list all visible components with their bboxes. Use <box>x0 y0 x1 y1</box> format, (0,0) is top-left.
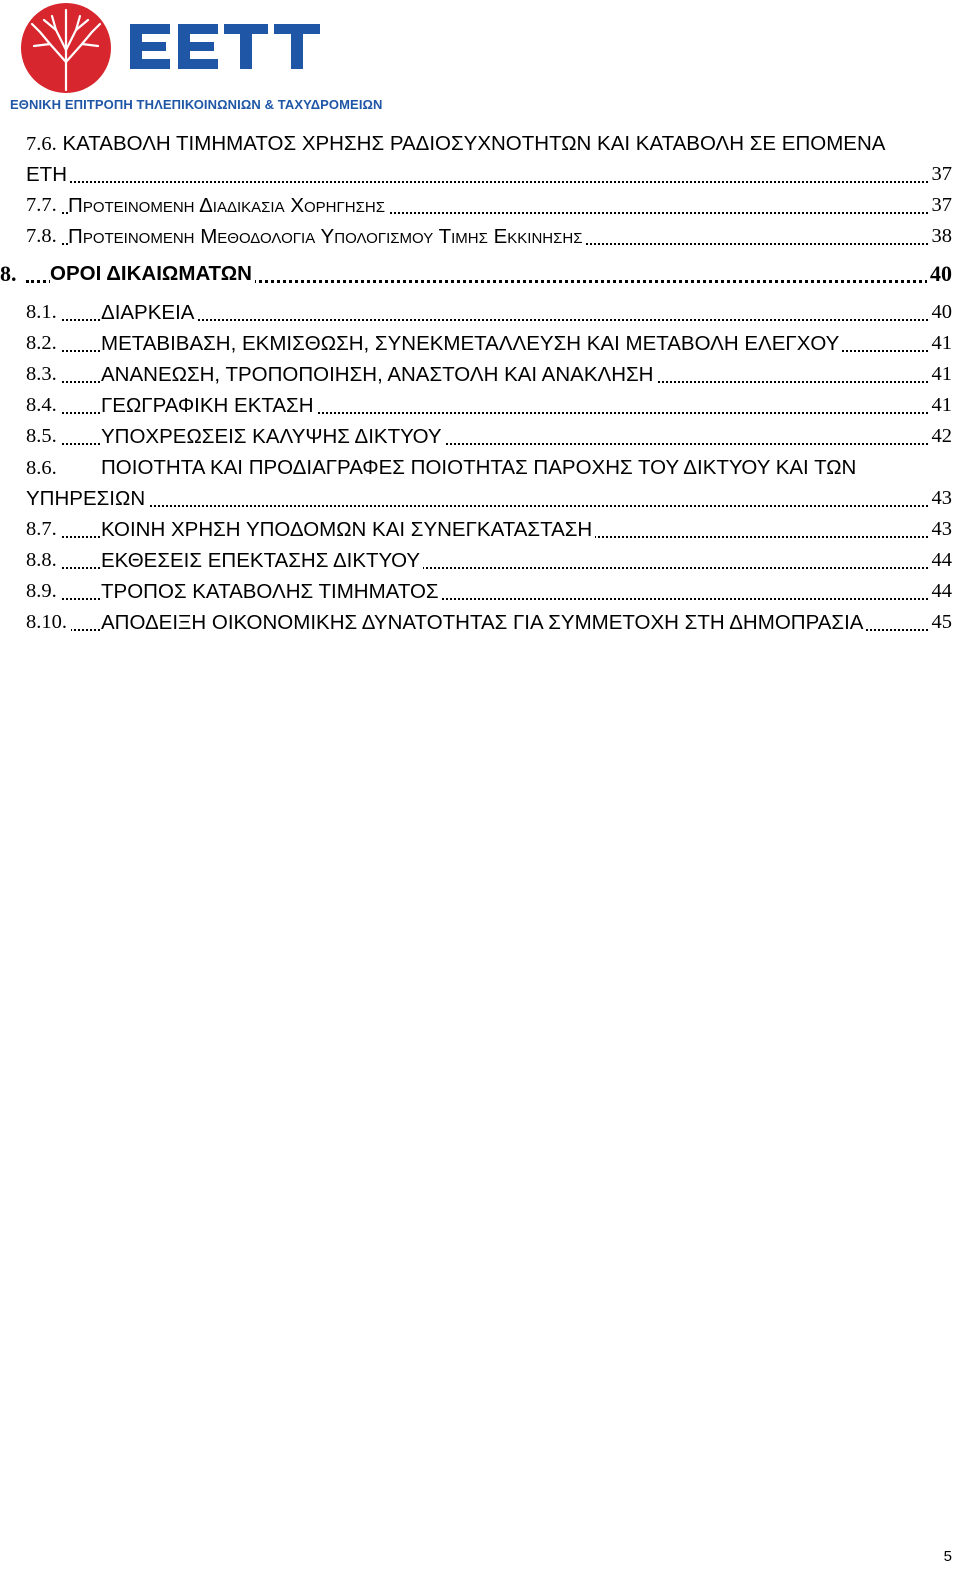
toc-entry-number: 7.8. <box>26 221 61 252</box>
toc-entry-title: ΚΟΙΝΗ ΧΡΗΣΗ ΥΠΟΔΟΜΩΝ ΚΑΙ ΣΥΝΕΓΚΑΤΑΣΤΑΣΗ <box>101 514 595 545</box>
toc-entry-7-6-line2[interactable] <box>26 159 952 190</box>
toc-entry-number: 8.8. <box>26 545 61 576</box>
toc-entry-title: ΚΑΤΑΒΟΛΗ ΤΙΜΗΜΑΤΟΣ ΧΡΗΣΗΣ ΡΑΔΙΟΣΥΧΝΟΤΗΤΩΝ ΚΑΙ ΚΑΤΑΒΟΛΗ ΣΕ ΕΠΟΜΕΝΑ <box>62 132 886 155</box>
toc-entry-number: 8.9. <box>26 576 61 607</box>
toc-entry-8-8[interactable] <box>26 545 952 576</box>
toc-entry-page: 45 <box>929 607 953 638</box>
toc-entry-page: 43 <box>929 483 953 514</box>
toc-entry-number: 8.7. <box>26 514 61 545</box>
dot-leader <box>26 505 952 507</box>
toc-entry-number: 8.3. <box>26 359 61 390</box>
toc-entry-number: 8.1. <box>26 297 61 328</box>
toc-entry-title: ΟΡΟΙ ΔΙΚΑΙΩΜΑΤΩΝ <box>50 255 255 293</box>
toc-entry-7-8[interactable] <box>26 221 952 252</box>
toc-entry-8-6-line2[interactable] <box>26 483 952 514</box>
toc-entry-number: 8.5. <box>26 421 61 452</box>
toc-entry-title: ΠΡΟΤΕΙΝΟΜΕΝΗ ΜΕΘΟΔΟΛΟΓΙΑ ΥΠΟΛΟΓΙΣΜΟΥ ΤΙΜΗΣ ΕΚΚΙΝΗΣΗΣ <box>68 221 586 254</box>
toc-entry-page: 37 <box>929 190 953 221</box>
toc-entry-number: 8.4. <box>26 390 61 421</box>
toc-entry-title: ΑΠΟΔΕΙΞΗ ΟΙΚΟΝΟΜΙΚΗΣ ΔΥΝΑΤΟΤΗΤΑΣ ΓΙΑ ΣΥΜΜΕΤΟΧΗ ΣΤΗ ΔΗΜΟΠΡΑΣΙΑ <box>101 607 866 638</box>
toc-entry-title: ΠΟΙΟΤΗΤΑ ΚΑΙ ΠΡΟΔΙΑΓΡΑΦΕΣ ΠΟΙΟΤΗΤΑΣ ΠΑΡΟΧΗΣ ΤΟΥ ΔΙΚΤΥΟΥ ΚΑΙ ΤΩΝ <box>101 456 857 479</box>
toc-entry-8-6-line1[interactable] <box>26 452 952 483</box>
toc-entry-page: 41 <box>929 390 953 421</box>
toc-entry-number: 8. <box>0 255 21 293</box>
toc-entry-title: ΔΙΑΡΚΕΙΑ <box>101 297 197 328</box>
toc-entry-title: ΥΠΟΧΡΕΩΣΕΙΣ ΚΑΛΥΨΗΣ ΔΙΚΤΥΟΥ <box>101 421 445 452</box>
dot-leader <box>26 181 952 183</box>
toc-entry-number: 7.6. <box>26 133 57 155</box>
toc-entry-8-7[interactable] <box>26 514 952 545</box>
toc-entry-number: 8.6. <box>26 457 57 479</box>
toc-entry-title: ΕΚΘΕΣΕΙΣ ΕΠΕΚΤΑΣΗΣ ΔΙΚΤΥΟΥ <box>101 545 423 576</box>
toc-entry-8-5[interactable] <box>26 421 952 452</box>
toc-entry-7-6-line1[interactable] <box>26 128 952 159</box>
toc-entry-page: 40 <box>929 297 953 328</box>
toc-entry-title-continued: ΥΠΗΡΕΣΙΩΝ <box>26 483 148 514</box>
eett-wordmark <box>126 16 326 76</box>
toc-entry-8-4[interactable] <box>26 390 952 421</box>
toc-entry-8-9[interactable] <box>26 576 952 607</box>
document-header <box>0 0 960 118</box>
toc-entry-8-3[interactable] <box>26 359 952 390</box>
toc-entry-title-continued: ΕΤΗ <box>26 159 70 190</box>
toc-entry-page: 41 <box>929 359 953 390</box>
toc-entry-number: 7.7. <box>26 190 61 221</box>
toc-entry-title: ΜΕΤΑΒΙΒΑΣΗ, ΕΚΜΙΣΘΩΣΗ, ΣΥΝΕΚΜΕΤΑΛΛΕΥΣΗ ΚΑΙ ΜΕΤΑΒΟΛΗ ΕΛΕΓΧΟΥ <box>101 328 842 359</box>
page-number: 5 <box>943 1548 952 1565</box>
table-of-contents <box>0 128 952 638</box>
toc-entry-page: 40 <box>927 255 952 293</box>
toc-entry-8-10[interactable] <box>26 607 952 638</box>
toc-entry-page: 42 <box>929 421 953 452</box>
toc-entry-8-1[interactable] <box>26 297 952 328</box>
toc-entry-8[interactable] <box>0 255 952 293</box>
toc-entry-page: 44 <box>929 545 953 576</box>
organization-name: ΕΘΝΙΚΗ ΕΠΙΤΡΟΠΗ ΤΗΛΕΠΙΚΟΙΝΩΝΙΩΝ & ΤΑΧΥΔΡΟΜΕΙΩΝ <box>10 97 383 112</box>
toc-entry-page: 44 <box>929 576 953 607</box>
eett-tree-logo-icon <box>20 2 112 94</box>
toc-entry-title: ΤΡΟΠΟΣ ΚΑΤΑΒΟΛΗΣ ΤΙΜΗΜΑΤΟΣ <box>101 576 442 607</box>
toc-entry-page: 41 <box>929 328 953 359</box>
toc-entry-page: 37 <box>929 159 953 190</box>
toc-entry-number: 8.2. <box>26 328 61 359</box>
toc-entry-title: ΠΡΟΤΕΙΝΟΜΕΝΗ ΔΙΑΔΙΚΑΣΙΑ ΧΟΡΗΓΗΣΗΣ <box>68 190 388 223</box>
toc-entry-7-7[interactable] <box>26 190 952 221</box>
toc-entry-number: 8.10. <box>26 607 71 638</box>
toc-entry-page: 38 <box>929 221 953 252</box>
toc-entry-8-2[interactable] <box>26 328 952 359</box>
toc-entry-title: ΓΕΩΓΡΑΦΙΚΗ ΕΚΤΑΣΗ <box>101 390 317 421</box>
toc-entry-title: ΑΝΑΝΕΩΣΗ, ΤΡΟΠΟΠΟΙΗΣΗ, ΑΝΑΣΤΟΛΗ ΚΑΙ ΑΝΑΚΛΗΣΗ <box>101 359 656 390</box>
toc-entry-page: 43 <box>929 514 953 545</box>
